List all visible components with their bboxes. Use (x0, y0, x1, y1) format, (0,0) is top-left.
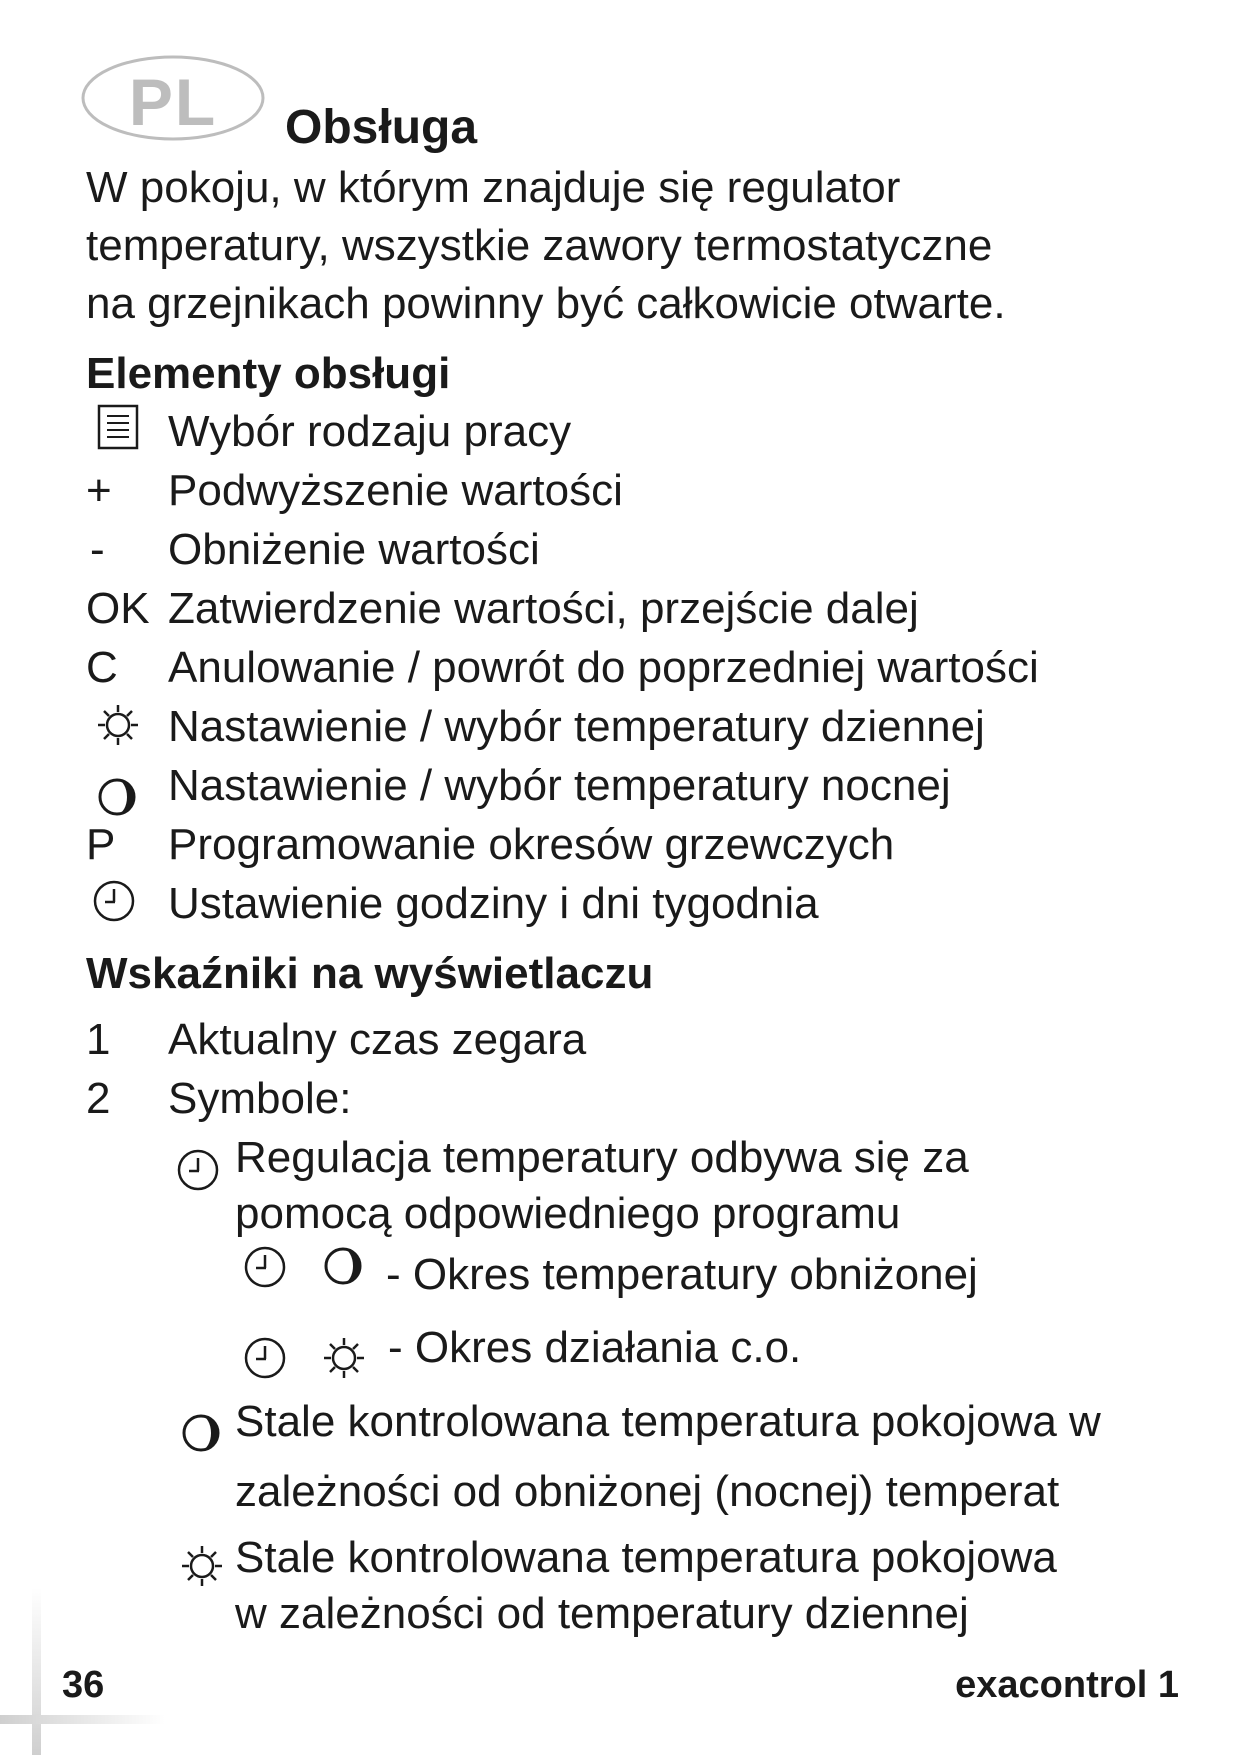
symbol-night-text: zależności od obniżonej (nocnej) temperat (235, 1467, 1060, 1516)
controls-item-label: Obniżenie wartości (168, 525, 540, 574)
intro-line: na grzejnikach powinny być całkowicie otwarte. (86, 279, 1006, 328)
controls-item-label: Anulowanie / powrót do poprzedniej wartości (168, 643, 1039, 692)
controls-item-key: C (86, 643, 118, 692)
controls-item-key: OK (86, 584, 150, 633)
page-number: 36 (62, 1664, 105, 1706)
controls-item-label: Nastawienie / wybór temperatury nocnej (168, 761, 951, 810)
language-badge (80, 54, 266, 142)
controls-item-key: P (86, 820, 116, 869)
crop-mark-horizontal (0, 1715, 165, 1724)
half-moon-icon (322, 1245, 364, 1287)
crop-mark-vertical (32, 1588, 41, 1755)
symbol-auto-text: pomocą odpowiedniego programu (235, 1189, 901, 1238)
controls-item-label: Zatwierdzenie wartości, przejście dalej (168, 584, 919, 633)
controls-item-key: - (90, 525, 105, 574)
symbol-day-text: Stale kontrolowana temperatura pokojowa (235, 1533, 1057, 1582)
half-moon-icon (180, 1412, 222, 1454)
controls-item-label: Podwyższenie wartości (168, 466, 623, 515)
intro-line: W pokoju, w którym znajduje się regulator (86, 163, 901, 212)
symbol-auto-text: Regulacja temperatury odbywa się za (235, 1133, 969, 1182)
half-moon-icon (96, 776, 138, 818)
heating-period-text: - Okres działania c.o. (388, 1323, 802, 1372)
controls-heading: Elementy obsługi (86, 349, 451, 398)
symbol-day-text: w zależności od temperatury dziennej (235, 1589, 969, 1638)
clock-icon (92, 879, 136, 923)
product-name: exacontrol 1 (955, 1664, 1179, 1706)
menu-list-icon (97, 404, 139, 450)
clock-icon (176, 1148, 220, 1192)
symbol-night-text: Stale kontrolowana temperatura pokojowa w (235, 1397, 1101, 1446)
intro-line: temperatury, wszystkie zawory termostatyczne (86, 221, 993, 270)
sun-icon (96, 703, 140, 747)
controls-item-key: + (86, 466, 112, 515)
display-item-key: 1 (86, 1015, 111, 1064)
clock-icon (243, 1245, 287, 1289)
language-code: PL (128, 65, 218, 139)
sun-icon (180, 1544, 224, 1588)
display-heading: Wskaźniki na wyświetlaczu (86, 949, 654, 998)
sun-icon (322, 1336, 366, 1380)
display-item-label: Aktualny czas zegara (168, 1015, 587, 1064)
controls-item-label: Wybór rodzaju pracy (168, 407, 572, 456)
controls-item-label: Nastawienie / wybór temperatury dziennej (168, 702, 985, 751)
page-title: Obsługa (285, 101, 478, 154)
controls-item-label: Ustawienie godziny i dni tygodnia (168, 879, 819, 928)
reduced-period-text: - Okres temperatury obniżonej (386, 1250, 978, 1299)
display-item-key: 2 (86, 1074, 111, 1123)
clock-icon (243, 1336, 287, 1380)
display-item-label: Symbole: (168, 1074, 352, 1123)
controls-item-label: Programowanie okresów grzewczych (168, 820, 895, 869)
